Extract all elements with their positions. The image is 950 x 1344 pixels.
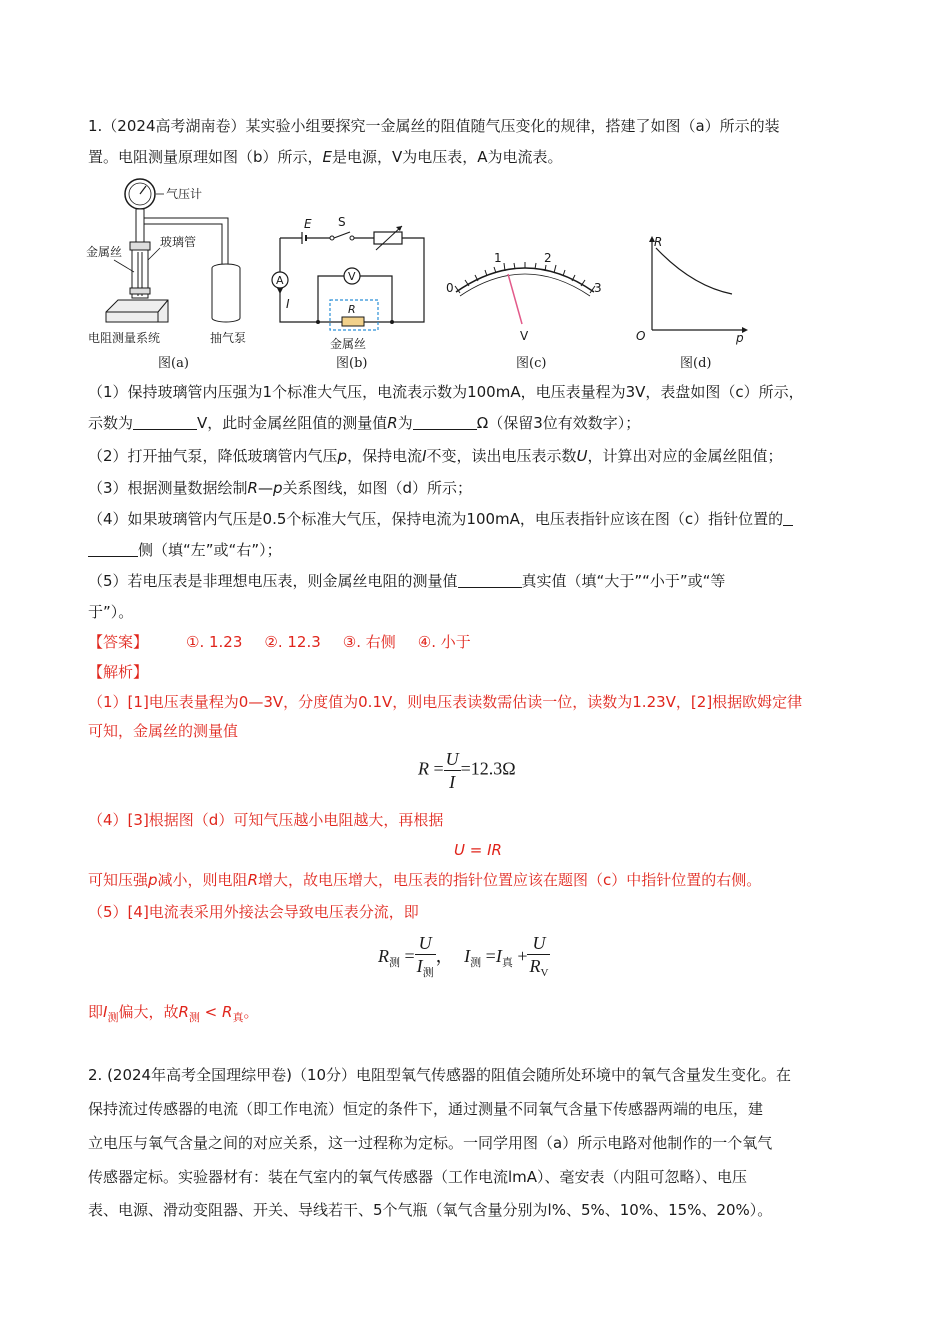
analysis-label: 【解析】 [88,663,149,681]
answer-3: ③. 右侧 [342,633,396,651]
answer-1: ①. 1.23 [186,633,243,651]
label-A: A [276,274,284,287]
tick-1: 1 [494,251,502,265]
analysis-4-line1: （4）[3]根据图（d）可知气压越小电阻越大，再根据 [88,811,444,829]
figure-b [268,212,438,354]
analysis-4-line2: 可知压强p减小，则电阻R增大，故电压增大，电压表的指针位置应该在题图（c）中指针位置的右侧。 [88,871,762,889]
q1-part1-line1: （1）保持玻璃管内压强为1个标准大气压，电流表示数为100mA，电压表量程为3V，表盘如图（c）所示， [88,383,804,401]
q2-line2: 保持流过传感器的电流（即工作电流）恒定的条件下，通过测量不同氧气含量下传感器两端的电压，建 [88,1100,764,1118]
q1-part4-line2: 侧（填“左”或“右”）； [88,538,878,562]
tick-0: 0 [446,281,454,295]
equation-2: U = IR [454,841,502,859]
answer-row: 【答案】 ①. 1.23 ②. 12.3 ③. 右侧 ④. 小于 [88,633,471,651]
q1-part3: （3）根据测量数据绘制R—p关系图线，如图（d）所示； [88,479,473,497]
equation-1: R = $\frac{U}{I}$ =12.3Ω [418,749,516,792]
figure-c [440,240,610,350]
q1-part5-line2: 于”）。 [88,603,134,621]
answer-2: ②. 12.3 [264,633,321,651]
q2-line4: 传感器定标。实验器材有：装在气室内的氧气传感器（工作电流lmA）、毫安表（内阻可忽略）、电压 [88,1168,748,1186]
label-gauge: 气压计 [166,187,203,201]
figure-d [632,230,762,346]
q1-part2: （2）打开抽气泵，降低玻璃管内气压p，保持电流I不变，读出电压表示数U，计算出对应的金属丝阻值； [88,447,783,465]
label-wire-b: 金属丝 [330,337,367,351]
q2-line5: 表、电源、滑动变阻器、开关、导线若干、5个气瓶（氧气含量分别为l%、5%、10%、15%、20%）。 [88,1201,773,1219]
label-p-axis: p [736,331,744,345]
blank-3b [88,542,138,557]
tick-2: 2 [544,251,552,265]
q2-line3: 立电压与氧气含量之间的对应关系，这一过程称为定标。一同学用图（a）所示电路对他制作的一个氧气 [88,1134,773,1152]
analysis-1-line2: 可知，金属丝的测量值 [88,722,239,740]
tick-3: 3 [594,281,602,295]
label-tube: 玻璃管 [160,235,197,249]
label-R: R [348,303,356,316]
blank-1 [133,415,197,430]
analysis-1-line1: （1）[1]电压表量程为0—3V，分度值为0.1V，则电压表读数需估读一位，读数为1.23V，[2]根据欧姆定律 [88,693,803,711]
blank-3a [783,511,793,526]
analysis-5-line1: （5）[4]电流表采用外接法会导致电压表分流，即 [88,903,419,921]
blank-4 [458,573,522,588]
label-system: 电阻测量系统 [88,331,161,345]
label-I: I [286,297,290,311]
q1-stem-line1: 1.（2024高考湖南卷）某实验小组要探究一金属丝的阻值随气压变化的规律，搭建了如图（a）所示的装 [88,117,780,135]
caption-b: 图(b) [336,356,368,371]
label-V-dial: V [520,329,529,343]
label-O: O [636,329,646,343]
blank-2 [413,415,477,430]
label-S: S [338,215,346,229]
q1-part4-line1: （4）如果玻璃管内气压是0.5个标准大气压，保持电流为100mA，电压表指针应该在图（c）指针位置的 [88,507,878,531]
label-wire: 金属丝 [86,245,123,259]
q1-stem-line2: 置。电阻测量原理如图（b）所示，E是电源，V为电压表，A为电流表。 [88,148,563,166]
label-R-axis: R [654,235,663,249]
equation-3: $R_测$ = $\frac{U}{I_测}$ ， $I_测 =I_真$ + $\frac{U}{R_V}$ [378,933,549,979]
caption-c: 图(c) [516,356,547,371]
caption-d: 图(d) [680,356,712,371]
label-pump: 抽气泵 [210,331,247,345]
analysis-5-line2: 即$I_测$偏大，故$R_测 < R_真$。 [88,1003,259,1024]
q1-part1-line2: 示数为 V，此时金属丝阻值的测量值R为 Ω（保留3位有效数字）； [88,414,641,432]
label-V: V [348,270,356,283]
caption-a: 图(a) [158,356,189,371]
q1-part5-line1: （5）若电压表是非理想电压表，则金属丝电阻的测量值 真实值（填“大于”“小于”或“等 [88,572,726,590]
answer-4: ④. 小于 [417,633,471,651]
q2-line1: 2. (2024年高考全国理综甲卷)（10分）电阻型氧气传感器的阻值会随所处环境中的氧气含量发生变化。在 [88,1066,792,1084]
figure-a [86,172,266,372]
label-E: E [304,217,312,231]
